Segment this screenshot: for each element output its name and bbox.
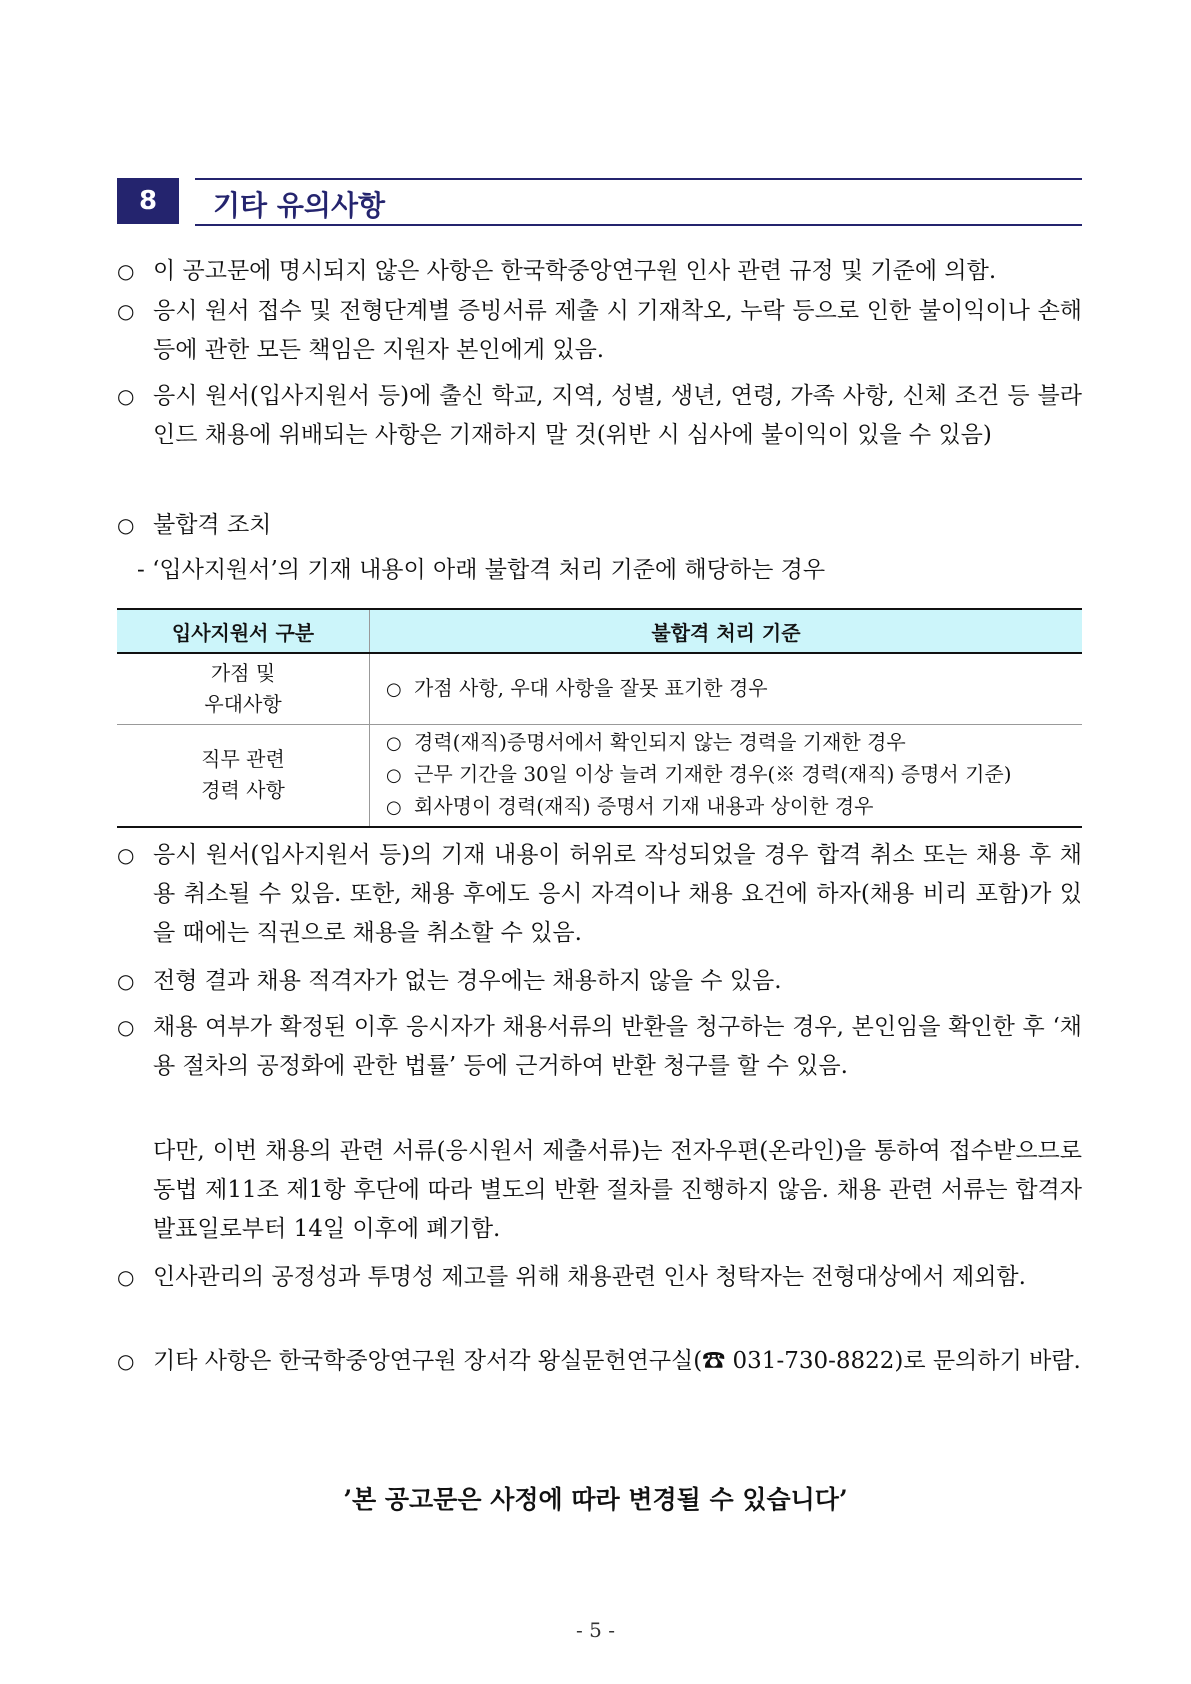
notice-text: 이 공고문에 명시되지 않은 사항은 한국학중앙연구원 인사 관련 규정 및 기준에 의함.: [153, 258, 997, 284]
section-title: 기타 유의사항: [213, 189, 386, 222]
bullet-icon: ○: [386, 733, 402, 755]
bullet-icon: ○: [386, 765, 402, 787]
notice-item: [117, 836, 1082, 956]
criteria-text: 회사명이 경력(재직) 증명서 기재 내용과 상이한 경우: [414, 794, 874, 819]
notice-item: [117, 506, 1082, 546]
notice-item: [117, 252, 1082, 292]
notice-text: 응시 원서 접수 및 전형단계별 증빙서류 제출 시 기재착오, 누락 등으로 인한 불이익이나 손해 등에 관한 모든 책임은 지원자 본인에게 있음.: [153, 298, 1082, 363]
bullet-icon: ○: [117, 384, 135, 408]
table-cell-criteria: [370, 653, 1083, 725]
bullet-icon: ○: [117, 843, 135, 867]
category-line: 직무 관련: [201, 747, 285, 772]
criteria-item: [386, 727, 1066, 759]
bullet-icon: ○: [117, 259, 135, 283]
notice-text: 응시 원서(입사지원서 등)에 출신 학교, 지역, 성별, 생년, 연령, 가족 사항, 신체 조건 등 블라인드 채용에 위배되는 사항은 기재하지 말 것(위반 시 심사에 불이익이 있을 수 있음): [153, 383, 1082, 448]
bullet-icon: ○: [386, 797, 402, 819]
bullet-icon: ○: [386, 679, 402, 700]
table-cell-category: [117, 725, 370, 827]
notice-text: 전형 결과 채용 적격자가 없는 경우에는 채용하지 않을 수 있음.: [153, 968, 782, 994]
table-header: 불합격 처리 기준: [370, 609, 1083, 653]
section-title-bar: [195, 178, 1082, 226]
category-line: 가점 및: [210, 661, 276, 685]
criteria-item: [386, 791, 1066, 823]
notice-text: 불합격 조치: [153, 512, 272, 538]
notice-item: [117, 292, 1082, 372]
bullet-icon: ○: [117, 1265, 135, 1289]
notice-item: [117, 1008, 1082, 1128]
criteria-item: [386, 673, 1066, 705]
bullet-icon: ○: [117, 1015, 135, 1039]
bullet-icon: ○: [117, 969, 135, 993]
notice-text: 채용 여부가 확정된 이후 응시자가 채용서류의 반환을 청구하는 경우, 본인임을 확인한 후 ‘채용 절차의 공정화에 관한 법률’ 등에 근거하여 반환 청구를 할 수 있음.: [153, 1014, 1082, 1079]
disqualification-table: [117, 608, 1082, 828]
table-cell-category: [117, 653, 370, 725]
criteria-item: [386, 759, 1066, 791]
criteria-text: 근무 기간을 30일 이상 늘려 기재한 경우(※ 경력(재직) 증명서 기준): [414, 762, 1012, 787]
bullet-icon: ○: [117, 513, 135, 537]
criteria-text: 경력(재직)증명서에서 확인되지 않는 경력을 기재한 경우: [414, 730, 906, 755]
section-header: [117, 178, 1082, 226]
table-cell-criteria: [370, 725, 1083, 827]
closing-statement: ’본 공고문은 사정에 따라 변경될 수 있습니다’: [343, 1485, 848, 1514]
notice-item: [117, 962, 1082, 1002]
section-number: 8: [117, 178, 179, 224]
notice-text: 응시 원서(입사지원서 등)의 기재 내용이 허위로 작성되었을 경우 합격 취소 또는 채용 후 채용 취소될 수 있음. 또한, 채용 후에도 응시 자격이나 채용 요건에 하자(채용 비리 포함)가 있을 때에는 직권으로 채용을 취소할 수 있음.: [153, 842, 1082, 946]
table-header: 입사지원서 구분: [117, 609, 370, 653]
table-header-row: [117, 609, 1082, 653]
category-line: 경력 사항: [201, 778, 285, 803]
notice-text: 인사관리의 공정성과 투명성 제고를 위해 채용관련 인사 청탁자는 전형대상에서 제외함.: [153, 1264, 1026, 1290]
bullet-icon: ○: [117, 299, 135, 323]
page-number: - 5 -: [576, 1618, 615, 1642]
category-line: 우대사항: [204, 692, 282, 716]
notice-text: 기타 사항은 한국학중앙연구원 장서각 왕실문헌연구실(☎ 031-730-8822)로 문의하기 바람.: [153, 1348, 1081, 1374]
notice-continuation: [117, 1132, 1082, 1252]
notice-item: [117, 1342, 1082, 1422]
table-row: [117, 653, 1082, 725]
notice-item: [117, 1258, 1082, 1338]
notice-item: [117, 377, 1082, 497]
bullet-icon: ○: [117, 1349, 135, 1373]
criteria-text: 가점 사항, 우대 사항을 잘못 표기한 경우: [414, 676, 768, 700]
continuation-text: 다만, 이번 채용의 관련 서류(응시원서 제출서류)는 전자우편(온라인)을 통하여 접수받으므로 동법 제11조 제1항 후단에 따라 별도의 반환 절차를 진행하지 않음. 채용 관련 서류는 합격자 발표일로부터 14일 이후에 폐기함.: [153, 1138, 1082, 1242]
sub-item: - ‘입사지원서’의 기재 내용이 아래 불합격 처리 기준에 해당하는 경우: [137, 557, 826, 583]
table-row: [117, 725, 1082, 827]
